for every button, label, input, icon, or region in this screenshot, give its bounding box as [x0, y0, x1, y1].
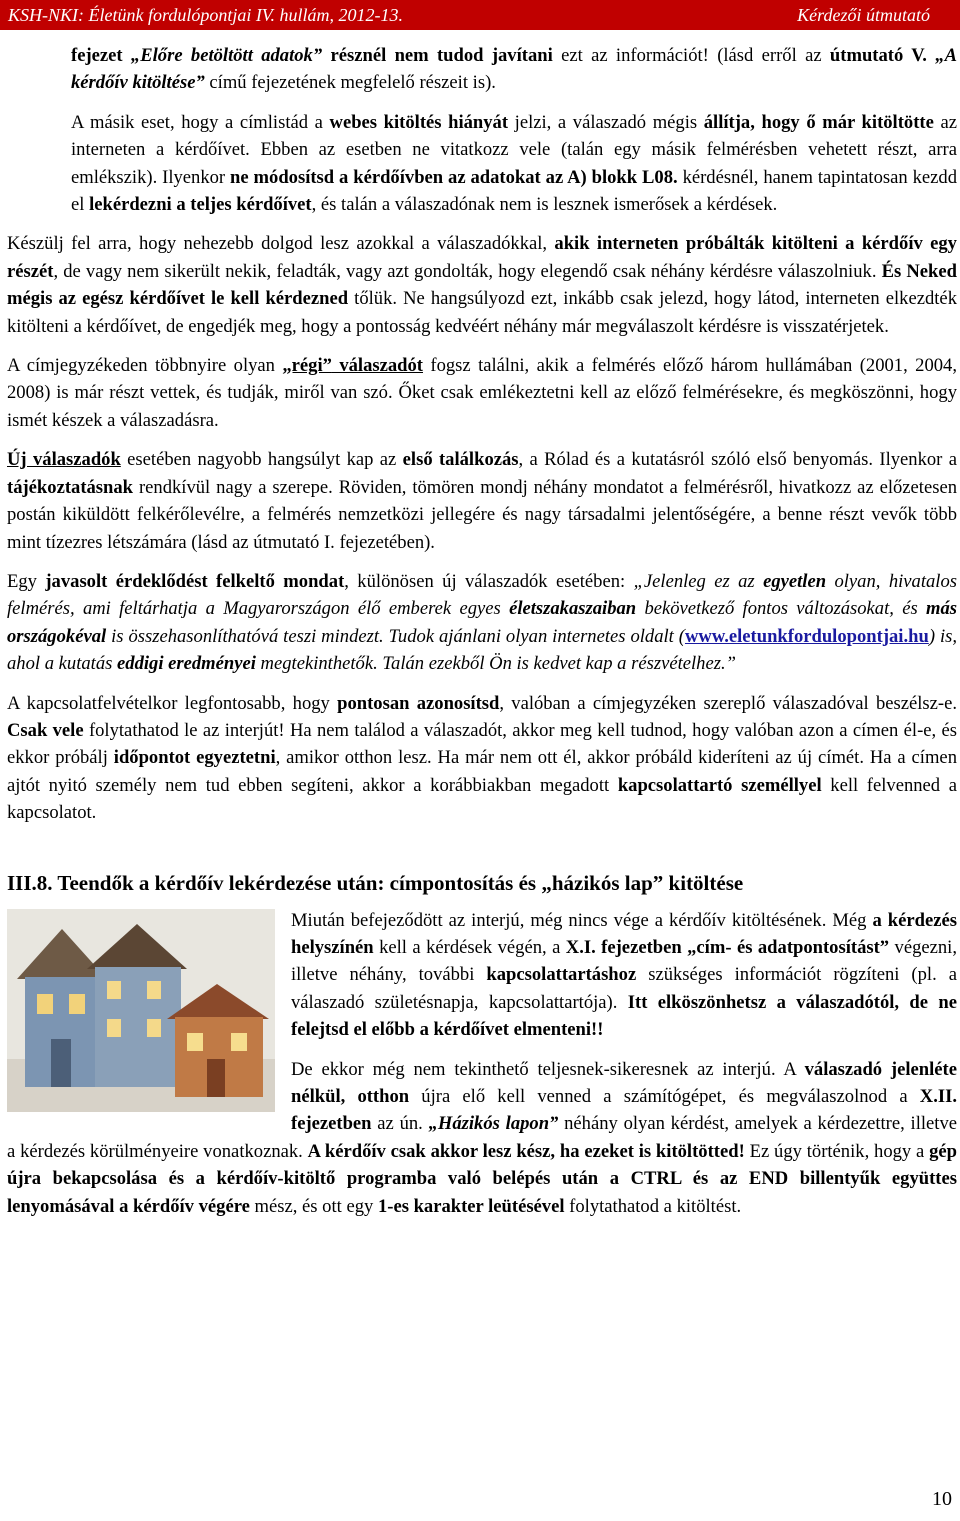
paragraph-continuation: fejezet „Előre betöltött adatok” résznél nem tudod javítani ezt az információt! (lásd erről az útmutató V. „A kérdőív kitöltése” című fejezetének megfelelő részeit is).	[71, 45, 957, 94]
paragraph: A címjegyzékeden többnyire olyan „régi” válaszadót fogsz találni, akik a felmérés előző három hullámában (2001, 2004, 2008) is már részt vettek, és tudják, miről van szó. Őket csak emlékeztetni kell az előző felmérésekre, és megköszönni, hogy ismét készek a válaszadásra.	[7, 355, 957, 431]
header-left-title: KSH-NKI: Életünk fordulópontjai IV. hullám, 2012-13.	[8, 5, 403, 25]
page-number: 10	[932, 1488, 952, 1510]
paragraph: Új válaszadók esetében nagyobb hangsúlyt kap az első találkozás, a Rólad és a kutatásról szóló első benyomás. Ilyenkor a tájékoztatásnak rendkívül nagy a szerepe. Röviden, tömören mondj néhány mondatot a felmérésről, hivatkozz az előzetesen postán kiküldött felkérőlevélre, a felmérés nemzetközi jellegére és nagy társadalmi jelentőségére, a benne részt vevők több mint tízezres létszámára (lásd az útmutató I. fejezetében).	[7, 449, 957, 553]
website-link[interactable]: www.eletunkfordulopontjai.hu	[684, 625, 929, 647]
header-right-title: Kérdezői útmutató	[797, 5, 930, 25]
paragraph: Egy javasolt érdeklődést felkeltő mondat, különösen új válaszadók esetében: „Jelenleg ez az egyetlen olyan, hivatalos felmérés, ami feltárhatja a Magyarországon élő emberek egyes életszakaszaiban bekövetkező fontos változásokat, és más országokéval is összehasonlíthatóvá teszi mindezt. Tudok ajánlani olyan internetes oldalt (www.eletunkfordulopontjai.hu) is, ahol a kutatás eddigi eredményei megtekinthetők. Talán ezekből Ön is kedvet kap a részvételhez.”	[7, 570, 958, 675]
document-body	[7, 42, 957, 1232]
bullet-paragraph: A másik eset, hogy a címlistád a webes kitöltés hiányát jelzi, a válaszadó mégis állítja, hogy ő már kitöltötte az interneten a kérdőívet. Ebben az esetben ne vitatkozz vele (talán egy másik felmérésben vehetett részt, arra emlékszik). Ilyenkor ne módosítsd a kérdőívben az adatokat az A) blokk L08. kérdésnél, hanem tapintatosan kezdd el lekérdezni a teljes kérdőívet, és talán a válaszadónak nem is lesznek ismerősek a kérdések.	[7, 109, 957, 219]
paragraph: Készülj fel arra, hogy nehezebb dolgod lesz azokkal a válaszadókkal, akik interneten próbálták kitölteni a kérdőív egy részét, de vagy nem sikerült nekik, feladták, vagy azt gondolták, hogy elegendő csak néhány kérdésre válaszolniuk. És Neked mégis az egész kérdőívet le kell kérdezned tőlük. Ne hangsúlyozd ezt, inkább csak jelezd, hogy látod, interneten elkezdték kitölteni a kérdőívet, de engedjék meg, hogy a pontosság kedvéért néhány már megválaszolt kérdésre is visszatérjetek.	[7, 233, 957, 337]
section-heading: III.8. Teendők a kérdőív lekérdezése után: címpontosítás és „házikós lap” kitöltése	[7, 870, 744, 895]
page-header	[0, 0, 960, 30]
paragraph: Miután befejeződött az interjú, még nincs vége a kérdőív kitöltésének. Még a kérdezés helyszínén kell a kérdések végén, a X.I. fejezetben „cím- és adatpontosítást” végezni, illetve néhány, további kapcsolattartáshoz szükséges információt rögzíteni (pl. a válaszadó születésnapja, kapcsolattartója). Itt elköszönhetsz a válaszadótól, de ne felejtsd el előbb a kérdőívet elmenteni!!	[291, 909, 958, 1041]
houses-illustration	[7, 909, 275, 1112]
paragraph: De ekkor még nem tekinthető teljesnek-sikeresnek az interjú. A válaszadó jelenléte nélkül, otthon újra elő kell venned a számítógépet, és megválaszolnod a X.II. fejezetben az ún. „Házikós lapon” néhány olyan kérdést, amelyek a kérdezettre, illetve a kérdezés körülményeire vonatkoznak. A kérdőív csak akkor lesz kész, ha ezeket is kitöltötted! Ez úgy történik, hogy a gép újra bekapcsolása és a kérdőív-kitöltő programba való belépés után a CTRL és az END billentyűk együttes lenyomásával a kérdőív végére mész, és ott egy 1-es karakter leütésével folytathatod a kitöltést.	[7, 1058, 958, 1217]
paragraph: A kapcsolatfelvételkor legfontosabb, hogy pontosan azonosítsd, valóban a címjegyzéken szereplő válaszadóval beszélsz-e. Csak vele folytathatod le az interjút! Ha nem találod a válaszadót, akkor meg kell tudnod, hogy valóban azon a címen él-e, és ekkor próbálj időpontot egyeztetni, amikor otthon lesz. Ha már nem ott él, akkor próbáld kideríteni az új címét. Ha a címen ajtót nyitó személy nem tud ebben segíteni, akkor a korábbiakban megadott kapcsolattartó személlyel kell felvenned a kapcsolatot.	[7, 692, 957, 824]
